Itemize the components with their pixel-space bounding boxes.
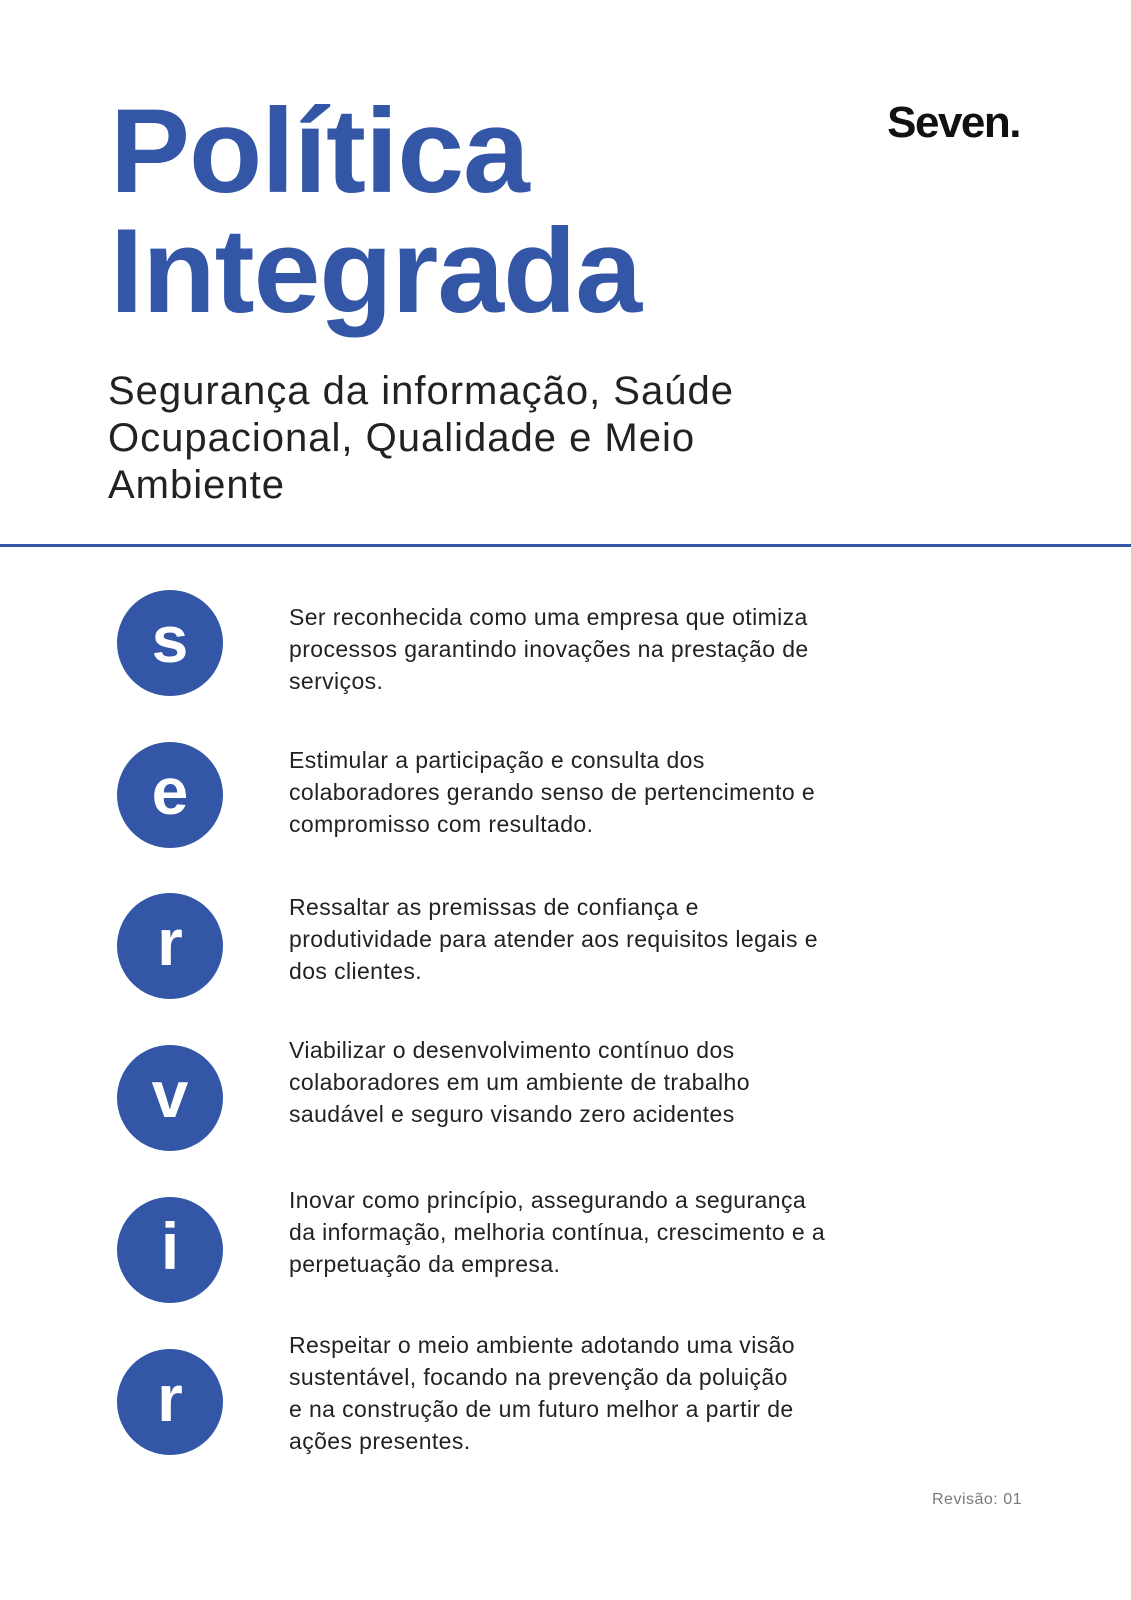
- policy-line: da informação, melhoria contínua, crescimento e a: [289, 1219, 826, 1245]
- policy-line: perpetuação da empresa.: [289, 1251, 561, 1277]
- policy-line: dos clientes.: [289, 958, 423, 984]
- policy-line: sustentável, focando na prevenção da poluição: [289, 1364, 788, 1390]
- subtitle-line: Segurança da informação, Saúde: [108, 369, 734, 413]
- badge-letter: e: [151, 754, 189, 828]
- policy-item-4: [289, 1034, 750, 1130]
- policy-line: Respeitar o meio ambiente adotando uma visão: [289, 1332, 796, 1358]
- page-title: [110, 84, 642, 338]
- policy-line: e na construção de um futuro melhor a partir de: [289, 1396, 794, 1422]
- company-logo: Seven.: [887, 98, 1020, 147]
- badge-letter: v: [151, 1057, 189, 1131]
- letter-badge-1: [117, 590, 223, 696]
- policy-line: processos garantindo inovações na prestação de: [289, 636, 809, 662]
- policy-line: Ser reconhecida como uma empresa que otimiza: [289, 604, 808, 630]
- policy-line: Estimular a participação e consulta dos: [289, 747, 705, 773]
- policy-item-2: [289, 744, 815, 840]
- policy-line: saudável e seguro visando zero acidentes: [289, 1101, 735, 1127]
- badge-letter: i: [160, 1209, 180, 1283]
- subtitle-line: Ambiente: [108, 463, 285, 507]
- policy-item-6: [289, 1329, 795, 1457]
- policy-line: Inovar como princípio, assegurando a segurança: [289, 1187, 807, 1213]
- badge-letter: r: [157, 905, 183, 979]
- policy-line: colaboradores em um ambiente de trabalho: [289, 1069, 750, 1095]
- header-divider: [0, 544, 1131, 547]
- title-line: Integrada: [110, 204, 642, 338]
- policy-item-1: [289, 601, 809, 697]
- policy-item-3: [289, 891, 818, 987]
- page-subtitle: [108, 368, 734, 509]
- policy-item-5: [289, 1184, 825, 1280]
- policy-line: Ressaltar as premissas de confiança e: [289, 894, 699, 920]
- letter-badge-5: [117, 1197, 223, 1303]
- letter-badge-2: [117, 742, 223, 848]
- letter-badge-3: [117, 893, 223, 999]
- policy-line: Viabilizar o desenvolvimento contínuo dos: [289, 1037, 735, 1063]
- policy-line: colaboradores gerando senso de pertencimento e: [289, 779, 816, 805]
- policy-line: compromisso com resultado.: [289, 811, 594, 837]
- letter-badge-4: [117, 1045, 223, 1151]
- badge-letter: r: [157, 1361, 183, 1435]
- title-line: Política: [110, 84, 529, 218]
- policy-line: produtividade para atender aos requisitos legais e: [289, 926, 818, 952]
- policy-line: serviços.: [289, 668, 384, 694]
- letter-badge-6: [117, 1349, 223, 1455]
- subtitle-line: Ocupacional, Qualidade e Meio: [108, 416, 696, 460]
- badge-letter: s: [151, 602, 189, 676]
- policy-line: ações presentes.: [289, 1428, 471, 1454]
- revision-label: Revisão: 01: [932, 1491, 1022, 1508]
